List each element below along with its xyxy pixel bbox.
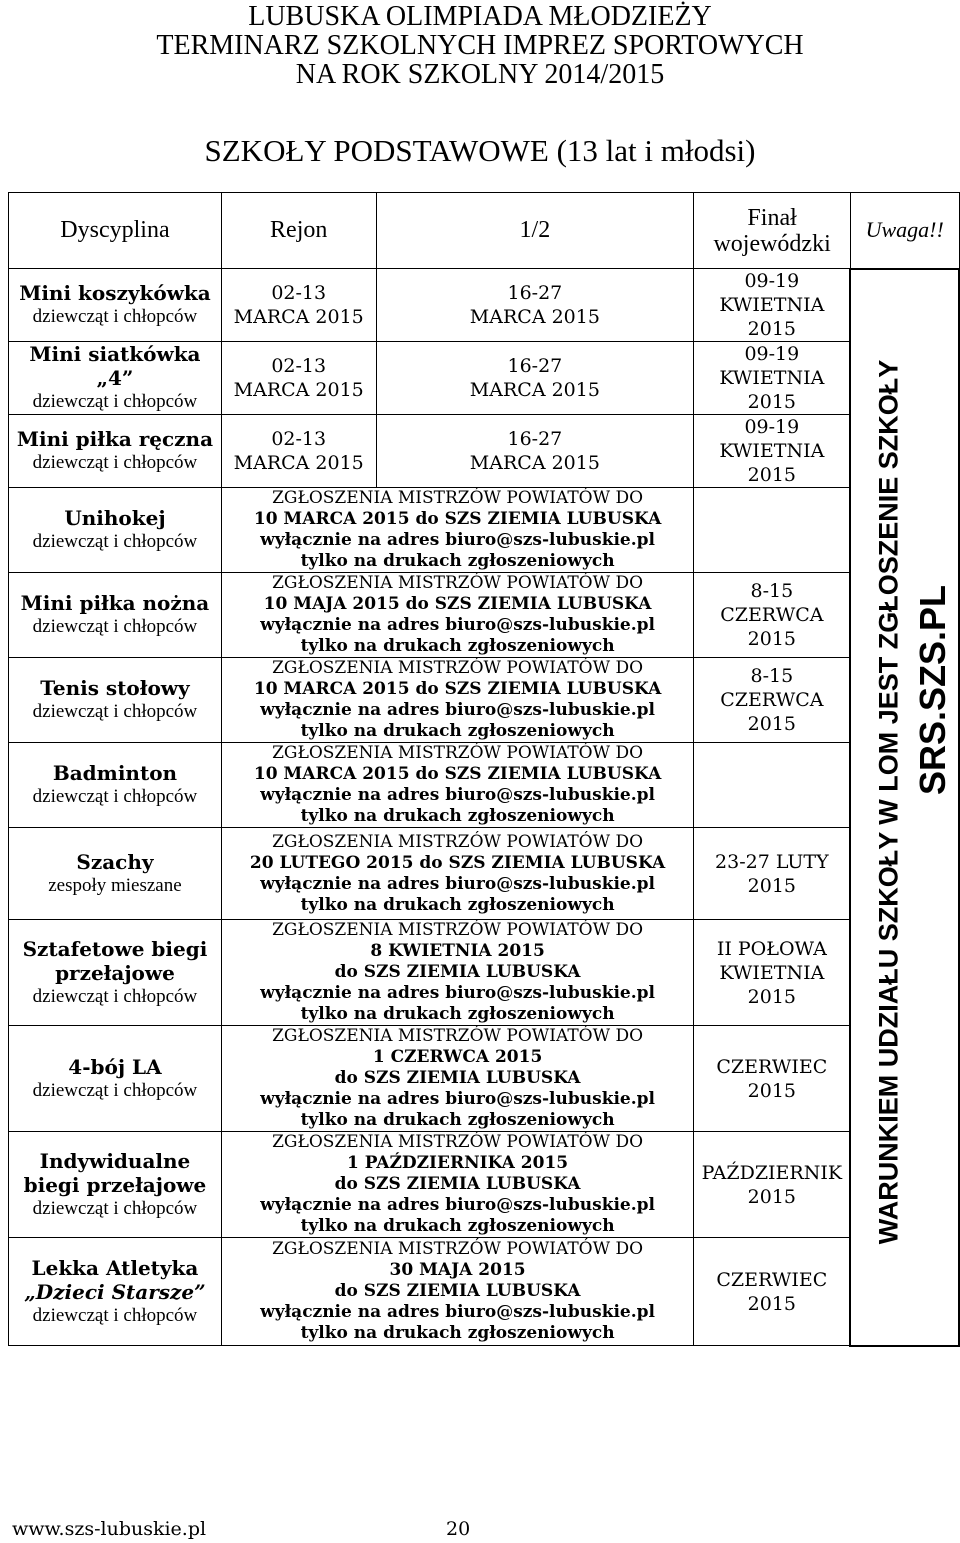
discipline-cell [9,1132,222,1238]
title-line-2: TERMINARZ SZKOLNYCH IMPREZ SPORTOWYCH [156,30,804,61]
note-link[interactable]: SRS.SZS.PL [912,584,954,795]
registration-line: 1 CZERWCA 2015 [372,1047,543,1067]
registration-line: ZGŁOSZENIA MISTRZÓW POWIATÓW DO [272,1026,644,1046]
discipline-sub: dziewcząt i chłopców [32,1197,198,1219]
discipline-name: Sztafetowe biegi [22,936,208,961]
discipline-cell [9,920,222,1026]
registration-line: do SZS ZIEMIA LUBUSKA [334,962,581,982]
header-row [9,193,960,269]
final-dates [694,342,851,415]
col-half: 1/2 [376,193,694,269]
region-dates [221,269,376,342]
final-date-line: 2015 [747,464,797,486]
note-wrap [851,270,960,1335]
final-dates [694,488,851,573]
discipline-sub: zespoły mieszane [48,874,182,896]
table-row [9,1238,960,1346]
note-text: WARUNKIEM UDZIAŁU SZKOŁY W LOM JEST ZGŁOSZENIE SZKOŁY [873,359,904,1244]
registration-info [221,1026,693,1132]
registration-line: ZGŁOSZENIA MISTRZÓW POWIATÓW DO [272,1239,644,1259]
registration-info [221,658,693,743]
discipline-cell [9,743,222,828]
registration-line: ZGŁOSZENIA MISTRZÓW POWIATÓW DO [272,920,644,940]
schedule-table [8,192,960,1347]
document-subtitle: SZKOŁY PODSTAWOWE (13 lat i młodsi) [204,133,756,168]
discipline-name: Mini piłka nożna [20,591,210,615]
final-date-line: 2015 [747,985,797,1008]
final-date-line: 2015 [747,874,797,897]
registration-line: wyłącznie na adres biuro@szs-lubuskie.pl [260,615,656,635]
registration-info [221,743,693,828]
discipline-cell [9,828,222,920]
half-dates [376,342,694,415]
final-date-line: 09-19 [744,343,800,365]
registration-line: 10 MARCA 2015 do SZS ZIEMIA LUBUSKA [253,679,662,699]
discipline-sub: dziewcząt i chłopców [32,1304,198,1326]
registration-line: 20 LUTEGO 2015 do SZS ZIEMIA LUBUSKA [249,852,666,873]
discipline-cell [9,1026,222,1132]
discipline-name-2: „4” [96,366,134,390]
discipline-cell [9,1238,222,1346]
registration-line: wyłącznie na adres biuro@szs-lubuskie.pl [260,1089,656,1109]
registration-line: 10 MARCA 2015 do SZS ZIEMIA LUBUSKA [253,764,662,784]
col-final-line-2: wojewódzki [713,230,831,257]
final-date-line: KWIETNIA [719,367,825,389]
region-date-line: MARCA 2015 [233,306,364,328]
registration-line: do SZS ZIEMIA LUBUSKA [334,1068,581,1088]
registration-line: 30 MAJA 2015 [389,1260,526,1280]
table-row [9,743,960,828]
discipline-sub: dziewcząt i chłopców [32,531,198,552]
registration-line: wyłącznie na adres biuro@szs-lubuskie.pl [260,700,656,720]
registration-line: wyłącznie na adres biuro@szs-lubuskie.pl [260,873,656,894]
final-dates [694,1132,851,1238]
discipline-name: Indywidualne [39,1148,191,1173]
final-date-line: CZERWIEC [716,1055,828,1078]
registration-info [221,573,693,658]
table-row [9,269,960,342]
discipline-sub: dziewcząt i chłopców [32,306,198,327]
title-line-1: LUBUSKA OLIMPIADA MŁODZIEŻY [248,1,712,32]
registration-line: tylko na drukach zgłoszeniowych [300,894,615,915]
registration-line: tylko na drukach zgłoszeniowych [300,1216,615,1236]
registration-info [221,1132,693,1238]
registration-line: 8 KWIETNIA 2015 [370,941,545,961]
final-date-line: 2015 [747,1292,797,1315]
note-cell [850,269,959,1346]
registration-line: do SZS ZIEMIA LUBUSKA [334,1281,581,1301]
half-date-line: 16-27 [507,428,563,450]
discipline-name: Mini piłka ręczna [16,427,214,451]
final-dates [694,743,851,828]
region-dates [221,415,376,488]
final-date-line: 09-19 [744,270,800,292]
registration-line: wyłącznie na adres biuro@szs-lubuskie.pl [260,1302,656,1322]
final-date-line: 2015 [747,391,797,413]
registration-info [221,828,693,920]
final-date-line: CZERWCA 2015 [720,689,824,735]
discipline-name: Unihokej [64,506,166,530]
table-row [9,658,960,743]
registration-line: do SZS ZIEMIA LUBUSKA [334,1174,581,1194]
final-date-line: KWIETNIA [719,294,825,316]
final-dates [694,920,851,1026]
table-row [9,920,960,1026]
final-date-line: KWIETNIA [719,961,825,984]
registration-line: tylko na drukach zgłoszeniowych [300,1004,615,1024]
registration-line: tylko na drukach zgłoszeniowych [300,551,615,571]
final-dates [694,573,851,658]
registration-line: 10 MAJA 2015 do SZS ZIEMIA LUBUSKA [263,594,652,614]
discipline-sub: dziewcząt i chłopców [32,985,198,1007]
table-row [9,1026,960,1132]
discipline-name: Lekka Atletyka [31,1255,199,1280]
registration-line: tylko na drukach zgłoszeniowych [300,721,615,741]
final-date-line: II POŁOWA [716,937,827,960]
registration-line: ZGŁOSZENIA MISTRZÓW POWIATÓW DO [272,743,644,763]
discipline-name: Mini koszykówka [19,281,211,305]
half-date-line: MARCA 2015 [469,452,600,474]
final-date-line: 2015 [747,318,797,340]
final-date-line: KWIETNIA [719,440,825,462]
col-discipline: Dyscyplina [9,193,222,269]
col-final [694,193,851,269]
discipline-sub: dziewcząt i chłopców [32,701,198,722]
col-final-line-1: Finał [747,204,797,231]
discipline-name-2: biegi przełajowe [23,1172,207,1197]
final-date-line: CZERWIEC [716,1268,828,1291]
discipline-sub: dziewcząt i chłopców [32,1079,198,1101]
col-note: Uwaga!! [850,193,959,269]
discipline-cell [9,573,222,658]
final-dates [694,1238,851,1346]
registration-line: wyłącznie na adres biuro@szs-lubuskie.pl [260,1195,656,1215]
final-dates [694,828,851,920]
registration-line: tylko na drukach zgłoszeniowych [300,1110,615,1130]
half-date-line: MARCA 2015 [469,379,600,401]
registration-line: wyłącznie na adres biuro@szs-lubuskie.pl [260,785,656,805]
region-date-line: 02-13 [271,428,327,450]
discipline-cell [9,269,222,342]
final-date-line: PAŹDZIERNIK [701,1161,843,1184]
registration-line: ZGŁOSZENIA MISTRZÓW POWIATÓW DO [272,831,644,852]
half-dates [376,415,694,488]
discipline-name-2: „Dzieci Starsze” [24,1279,206,1304]
registration-line: 1 PAŹDZIERNIKA 2015 [347,1153,569,1173]
registration-line: ZGŁOSZENIA MISTRZÓW POWIATÓW DO [272,488,644,508]
region-date-line: 02-13 [271,282,327,304]
discipline-cell [9,488,222,573]
half-date-line: MARCA 2015 [469,306,600,328]
page-number: 20 [446,1518,471,1540]
final-date-line: 23-27 LUTY [715,850,829,873]
discipline-cell [9,415,222,488]
final-date-line: CZERWCA 2015 [720,604,824,650]
final-dates [694,658,851,743]
registration-line: 10 MARCA 2015 do SZS ZIEMIA LUBUSKA [253,509,662,529]
discipline-cell [9,342,222,415]
col-region: Rejon [221,193,376,269]
discipline-name: Badminton [52,761,178,785]
table-row [9,342,960,415]
discipline-name: Mini siatkówka [29,342,201,366]
registration-info [221,920,693,1026]
discipline-name: Szachy [76,849,154,874]
region-date-line: MARCA 2015 [233,379,364,401]
final-dates [694,415,851,488]
region-date-line: MARCA 2015 [233,452,364,474]
final-date-line: 09-19 [744,416,800,438]
discipline-sub: dziewcząt i chłopców [32,616,198,637]
document-title [0,2,960,89]
discipline-name: 4-bój LA [68,1054,162,1079]
region-date-line: 02-13 [271,355,327,377]
discipline-name: Tenis stołowy [40,676,190,700]
region-dates [221,342,376,415]
half-date-line: 16-27 [507,355,563,377]
registration-line: tylko na drukach zgłoszeniowych [300,636,615,656]
discipline-name-2: przełajowe [55,960,175,985]
registration-line: ZGŁOSZENIA MISTRZÓW POWIATÓW DO [272,658,644,678]
registration-info [221,488,693,573]
table-row [9,415,960,488]
final-dates [694,1026,851,1132]
discipline-sub: dziewcząt i chłopców [32,391,198,412]
final-date-line: 2015 [747,1185,797,1208]
discipline-sub: dziewcząt i chłopców [32,452,198,473]
table-row [9,1132,960,1238]
final-date-line: 8-15 [750,580,794,602]
registration-line: ZGŁOSZENIA MISTRZÓW POWIATÓW DO [272,573,644,593]
half-date-line: 16-27 [507,282,563,304]
table-row [9,573,960,658]
final-date-line: 8-15 [750,665,794,687]
discipline-cell [9,658,222,743]
title-line-3: NA ROK SZKOLNY 2014/2015 [295,59,665,90]
registration-line: ZGŁOSZENIA MISTRZÓW POWIATÓW DO [272,1132,644,1152]
registration-line: wyłącznie na adres biuro@szs-lubuskie.pl [260,983,656,1003]
footer-url[interactable]: www.szs-lubuskie.pl [12,1518,207,1540]
final-date-line: 2015 [747,1079,797,1102]
final-dates [694,269,851,342]
registration-info [221,1238,693,1346]
table-row [9,828,960,920]
registration-line: tylko na drukach zgłoszeniowych [300,806,615,826]
registration-line: tylko na drukach zgłoszeniowych [300,1323,615,1343]
table-row [9,488,960,573]
registration-line: wyłącznie na adres biuro@szs-lubuskie.pl [260,530,656,550]
half-dates [376,269,694,342]
discipline-sub: dziewcząt i chłopców [32,786,198,807]
